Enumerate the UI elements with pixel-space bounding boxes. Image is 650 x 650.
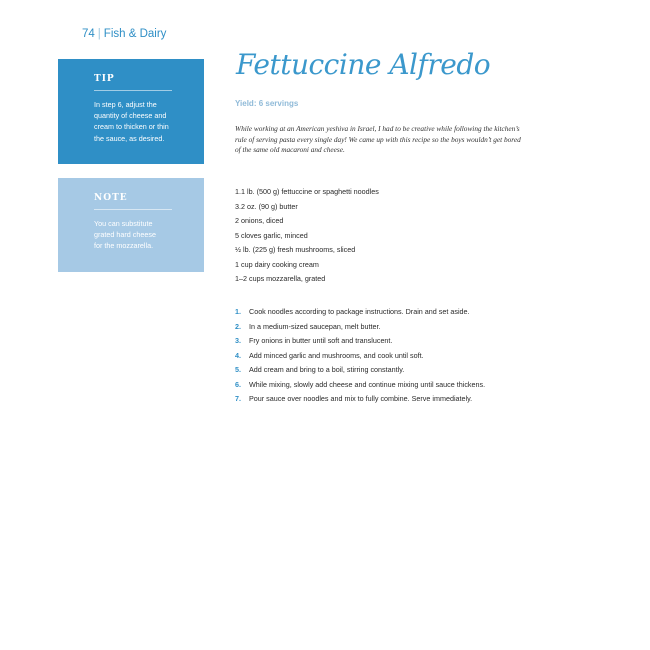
ingredient-item: 1 cup dairy cooking cream — [235, 259, 319, 269]
header-separator: | — [97, 28, 101, 40]
step-text: Add minced garlic and mushrooms, and cook until soft. — [249, 350, 424, 360]
instruction-step — [235, 379, 485, 394]
tip-line: cream to thicken or thin — [94, 122, 169, 132]
instruction-step — [235, 393, 485, 408]
ingredient-item: 3.2 oz. (90 g) butter — [235, 201, 298, 211]
tip-divider — [94, 90, 172, 91]
instruction-step — [235, 364, 485, 379]
note-line: for the mozzarella. — [94, 241, 154, 251]
ingredient-item: ½ lb. (225 g) fresh mushrooms, sliced — [235, 245, 356, 254]
step-text: Pour sauce over noodles and mix to fully combine. Serve immediately. — [249, 394, 473, 403]
note-divider — [94, 209, 172, 210]
ingredient-item: 1.1 lb. (500 g) fettuccine or spaghetti noodles — [235, 187, 379, 196]
tip-line: quantity of cheese and — [94, 111, 167, 121]
tip-box — [58, 59, 204, 164]
step-text: Cook noodles according to package instructions. Drain and set aside. — [249, 307, 470, 316]
step-number: 5. — [235, 365, 241, 374]
tip-line: In step 6, adjust the — [94, 100, 157, 109]
intro-line: rule of serving pasta every single day! We came up with this recipe so the boys wouldn’t get bored — [235, 134, 521, 144]
intro-line: While working at an American yeshiva in Israel, I had to be creative while following the kitchen’s — [235, 124, 520, 133]
note-text — [94, 218, 190, 252]
instruction-step — [235, 306, 485, 321]
page-number: 74 — [82, 28, 95, 40]
step-text: While mixing, slowly add cheese and continue mixing until sauce thickens. — [249, 379, 486, 389]
tip-line: the sauce, as desired. — [94, 133, 165, 143]
instruction-step — [235, 350, 485, 365]
note-box — [58, 178, 204, 272]
section-title: Fish & Dairy — [103, 28, 167, 40]
step-number: 3. — [235, 336, 241, 345]
tip-title: TIP — [94, 74, 115, 84]
note-title: NOTE — [94, 193, 128, 203]
step-number: 1. — [235, 307, 241, 316]
ingredient-item: 1–2 cups mozzarella, grated — [235, 274, 326, 283]
step-text: Add cream and bring to a boil, stirring constantly. — [249, 365, 405, 374]
ingredient-item: 2 onions, diced — [235, 216, 284, 225]
tip-text — [94, 99, 190, 144]
instruction-step — [235, 335, 485, 350]
ingredient-list — [235, 186, 379, 288]
recipe-yield: Yield: 6 servings — [235, 99, 299, 108]
step-text: Fry onions in butter until soft and translucent. — [249, 336, 393, 345]
instruction-step — [235, 321, 485, 336]
page-header — [82, 28, 166, 40]
step-number: 4. — [235, 350, 241, 360]
instruction-list — [235, 306, 485, 408]
step-text: In a medium-sized saucepan, melt butter. — [249, 321, 381, 331]
step-number: 7. — [235, 394, 241, 403]
step-number: 2. — [235, 321, 241, 331]
intro-line: of the same old macaroni and cheese. — [235, 145, 345, 154]
recipe-title: Fettuccine Alfredo — [236, 48, 491, 81]
ingredient-item: 5 cloves garlic, minced — [235, 230, 308, 240]
note-line: You can substitute — [94, 219, 153, 228]
recipe-intro — [235, 124, 540, 156]
note-line: grated hard cheese — [94, 230, 156, 240]
step-number: 6. — [235, 379, 241, 389]
